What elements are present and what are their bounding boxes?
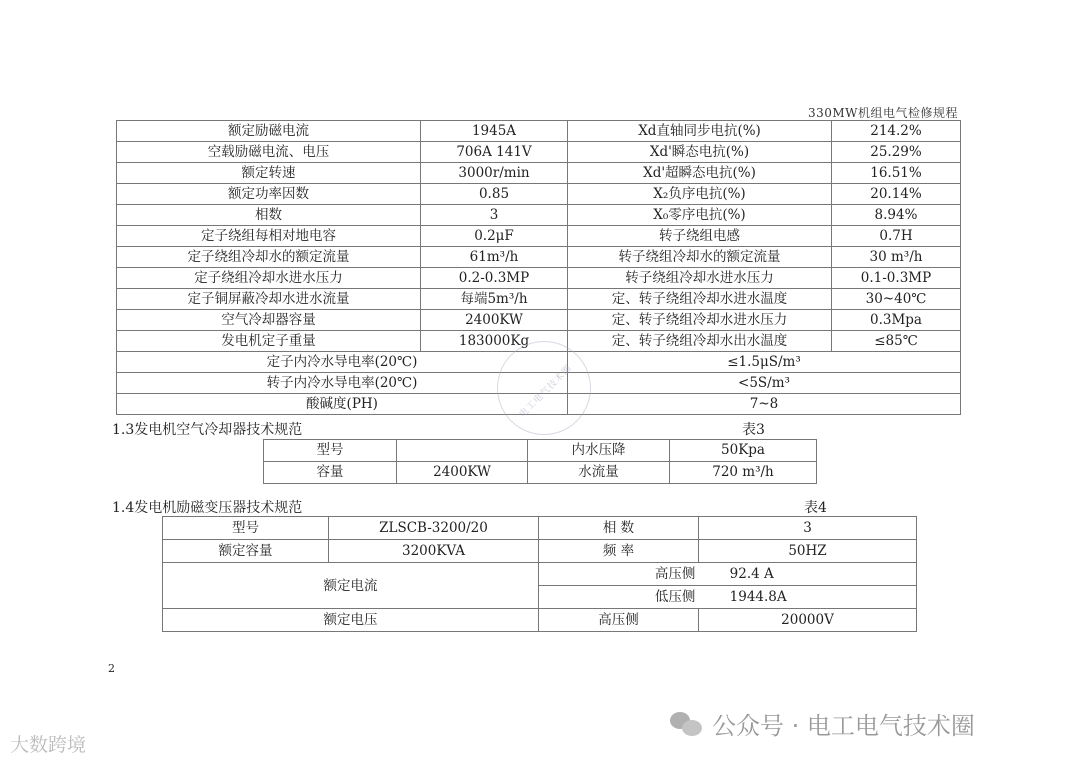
- table-cell: Xd'瞬态电抗(%): [568, 142, 832, 163]
- table-row: [163, 609, 917, 632]
- table-cell: 额定电流: [163, 563, 539, 609]
- table-cell: 1945A: [421, 121, 568, 142]
- table-row: [163, 540, 917, 563]
- table-row: [117, 121, 961, 142]
- table-cell: 定、转子绕组冷却水出水温度: [568, 331, 832, 352]
- table-cell: 酸碱度(PH): [117, 394, 568, 415]
- table-cell: 空载励磁电流、电压: [117, 142, 421, 163]
- table-cell: 20.14%: [832, 184, 961, 205]
- table-cell: 706A 141V: [421, 142, 568, 163]
- table-cell: 额定电压: [163, 609, 539, 632]
- table-cell: 发电机定子重量: [117, 331, 421, 352]
- table-cell: 3: [421, 205, 568, 226]
- lv-current-value: 1944.8A: [729, 589, 787, 605]
- table-row: [117, 268, 961, 289]
- table-cell: 0.3Mpa: [832, 310, 961, 331]
- table-cell: 0.2-0.3MP: [421, 268, 568, 289]
- table-cell: 空气冷却器容量: [117, 310, 421, 331]
- table-cell: 额定容量: [163, 540, 329, 563]
- table-row: [117, 226, 961, 247]
- table-cell: 214.2%: [832, 121, 961, 142]
- table-cell: 转子绕组电感: [568, 226, 832, 247]
- table-cell: 30~40℃: [832, 289, 961, 310]
- table-cell: [539, 563, 917, 586]
- table-cell: 定子绕组每相对地电容: [117, 226, 421, 247]
- hv-side-label: 高压侧: [654, 566, 696, 582]
- table-cell: ≤85℃: [832, 331, 961, 352]
- table-cell: 183000Kg: [421, 331, 568, 352]
- air-cooler-spec-table: [263, 439, 817, 484]
- table-cell: 型号: [264, 440, 397, 462]
- table-row: [117, 142, 961, 163]
- table-cell: 转子内冷水导电率(20℃): [117, 373, 568, 394]
- lv-side-label: 低压侧: [654, 589, 696, 605]
- table-cell: 61m³/h: [421, 247, 568, 268]
- table-cell: 720 m³/h: [670, 462, 817, 484]
- table-cell: Xd直轴同步电抗(%): [568, 121, 832, 142]
- table-cell: 定、转子绕组冷却水进水压力: [568, 310, 832, 331]
- table-cell: 2400KW: [397, 462, 528, 484]
- table-cell: 定子绕组冷却水的额定流量: [117, 247, 421, 268]
- watermark-right-text: 公众号 · 电工电气技术圈: [712, 712, 975, 740]
- hv-current-value: 92.4 A: [729, 566, 774, 582]
- table-cell: 容量: [264, 462, 397, 484]
- table-cell: 相 数: [539, 517, 699, 540]
- section-1-4-title: 1.4发电机励磁变压器技术规范: [112, 500, 303, 516]
- table-cell: ZLSCB-3200/20: [329, 517, 539, 540]
- table-row: [264, 440, 817, 462]
- watermark-left: [10, 730, 86, 757]
- table-cell: 额定励磁电流: [117, 121, 421, 142]
- table-cell: Xd'超瞬态电抗(%): [568, 163, 832, 184]
- excitation-transformer-spec-table: [162, 516, 917, 632]
- table-cell: 8.94%: [832, 205, 961, 226]
- table-cell: ≤1.5μS/m³: [568, 352, 961, 373]
- page-number: 2: [108, 662, 115, 675]
- table-cell: X₂负序电抗(%): [568, 184, 832, 205]
- table-row: [117, 247, 961, 268]
- wechat-icon: [670, 710, 704, 738]
- table-cell: 转子绕组冷却水的额定流量: [568, 247, 832, 268]
- table-cell: 定子内冷水导电率(20℃): [117, 352, 568, 373]
- table-cell: 30 m³/h: [832, 247, 961, 268]
- stamp-seal-text: 电工电气技术圈: [517, 363, 575, 420]
- document-header: 330MW机组电气检修规程: [807, 106, 958, 120]
- table-cell: 0.2μF: [421, 226, 568, 247]
- table-cell: 定子绕组冷却水进水压力: [117, 268, 421, 289]
- table-cell: 额定转速: [117, 163, 421, 184]
- table-cell: 3: [699, 517, 917, 540]
- table-cell: 20000V: [699, 609, 917, 632]
- table-cell: [397, 440, 528, 462]
- table-3-label: 表3: [742, 422, 765, 438]
- table-row: [163, 563, 917, 586]
- watermark-left-text: 大数跨境: [10, 734, 87, 756]
- table-cell: 0.1-0.3MP: [832, 268, 961, 289]
- table-cell: X₀零序电抗(%): [568, 205, 832, 226]
- table-cell: 额定功率因数: [117, 184, 421, 205]
- table-cell: 内水压降: [528, 440, 670, 462]
- table-row: [117, 205, 961, 226]
- watermark-right: [670, 706, 975, 741]
- table-cell: 0.85: [421, 184, 568, 205]
- table-row: [117, 310, 961, 331]
- table-cell: 定、转子绕组冷却水进水温度: [568, 289, 832, 310]
- table-cell: 相数: [117, 205, 421, 226]
- table-row: [117, 289, 961, 310]
- table-row: [264, 462, 817, 484]
- section-1-3-title: 1.3发电机空气冷却器技术规范: [112, 422, 303, 438]
- table-cell: 型号: [163, 517, 329, 540]
- table-cell: 转子绕组冷却水进水压力: [568, 268, 832, 289]
- table-cell: 频 率: [539, 540, 699, 563]
- table-row: [117, 184, 961, 205]
- table-cell: 高压侧: [539, 609, 699, 632]
- table-cell: 50HZ: [699, 540, 917, 563]
- table-row: [117, 163, 961, 184]
- table-row: [163, 517, 917, 540]
- table-cell: 每端5m³/h: [421, 289, 568, 310]
- table-cell: 2400KW: [421, 310, 568, 331]
- table-cell: 25.29%: [832, 142, 961, 163]
- table-cell: 7~8: [568, 394, 961, 415]
- table-cell: 定子铜屏蔽冷却水进水流量: [117, 289, 421, 310]
- table-cell: 0.7H: [832, 226, 961, 247]
- table-cell: 水流量: [528, 462, 670, 484]
- table-4-label: 表4: [804, 500, 827, 516]
- table-cell: 3200KVA: [329, 540, 539, 563]
- table-cell: 16.51%: [832, 163, 961, 184]
- table-cell: 50Kpa: [670, 440, 817, 462]
- table-cell: <5S/m³: [568, 373, 961, 394]
- table-cell: [539, 586, 917, 609]
- table-cell: 3000r/min: [421, 163, 568, 184]
